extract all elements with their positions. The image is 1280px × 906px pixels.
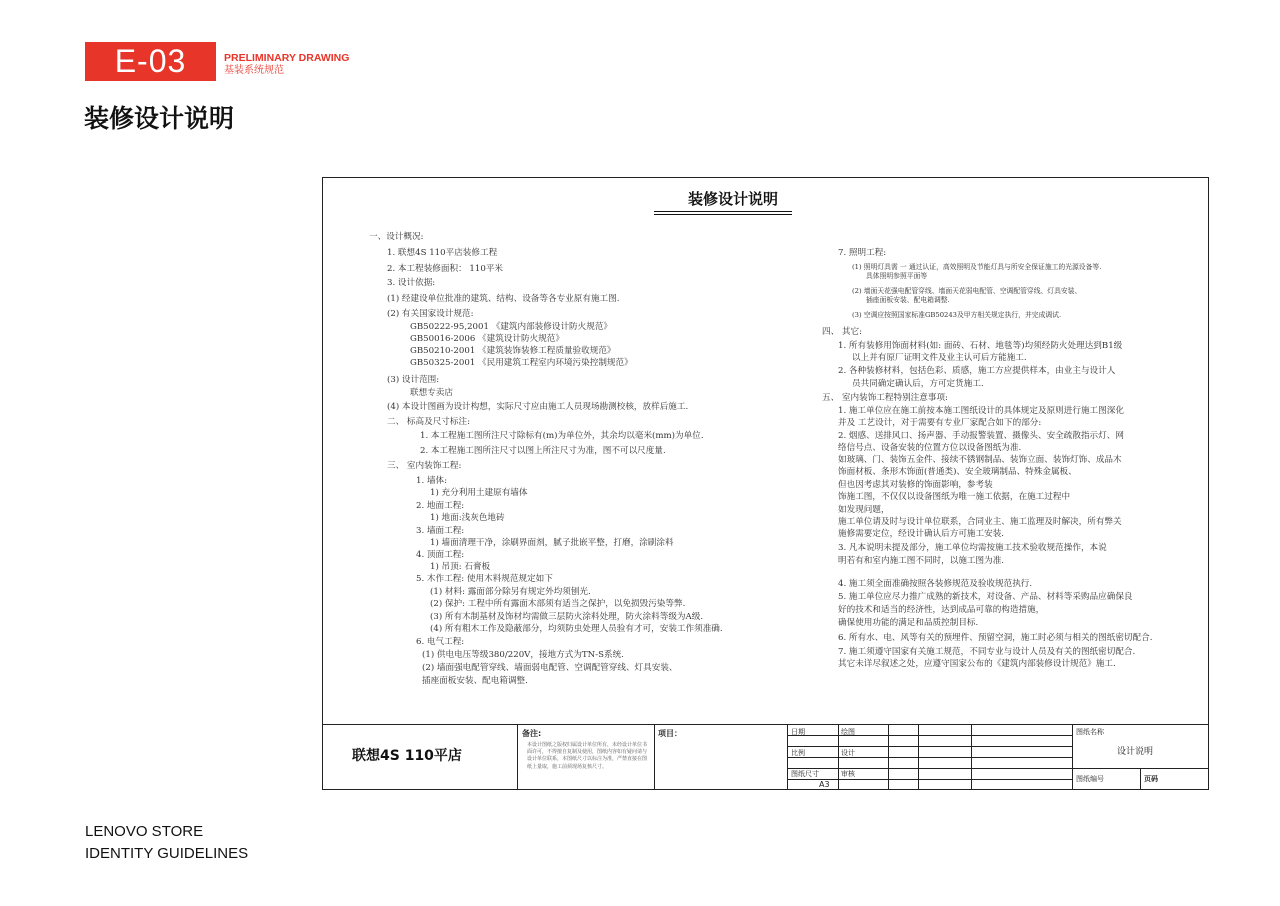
- notes-left-line: 二、 标高及尺寸标注:: [387, 417, 470, 427]
- notes-right-line: 2. 烟感、送排风口、扬声器、手动报警装置、摄像头、安全疏散指示灯、网: [838, 431, 1124, 441]
- divider: [787, 757, 1072, 758]
- notes-right-line: 并及 工艺设计，对于需要有专业厂家配合如下的部分:: [838, 418, 1042, 428]
- notes-right-line: 明若有和室内施工图不同时，以施工图为准.: [838, 556, 1005, 566]
- notes-right-line: 五、 室内装饰工程特别注意事项:: [822, 393, 948, 403]
- notes-left-line: (3) 设计范围:: [387, 375, 440, 385]
- notes-right-line: 饰面材板、条形木饰面(普通类)、安全玻璃制品、特殊金属板、: [838, 467, 1077, 477]
- notes-right-line: 确保使用功能的满足和品质控制目标.: [838, 618, 979, 628]
- notes-left-line: (2) 墙面强电配管穿线、墙面弱电配管、空调配管穿线、灯具安装、: [422, 663, 678, 673]
- notes-right-line: 1. 施工单位应在施工前按本施工图纸设计的具体规定及原则进行施工图深化: [838, 406, 1124, 416]
- notes-right-line: 1. 所有装修用饰面材料(如: 面砖、石材、地毯等)均须经防火处理达到B1级: [838, 341, 1123, 351]
- notes-left-line: 3. 设计依据:: [387, 278, 436, 288]
- notes-left-line: GB50325-2001 《民用建筑工程室内环境污染控制规范》: [410, 358, 633, 368]
- design-label: 设计: [841, 749, 855, 757]
- title-underline: [654, 214, 792, 215]
- divider: [654, 724, 655, 790]
- notes-right-line: 7. 施工须遵守国家有关施工规范，不同专业与设计人员及有关的图纸密切配合.: [838, 647, 1136, 657]
- project-name: 联想4S 110平店: [352, 748, 462, 764]
- divider: [787, 746, 1072, 747]
- notes-right-line: 但也因考虑其对装修的饰面影响，参考装: [838, 480, 993, 490]
- notes-right-line: 四、 其它:: [822, 327, 863, 337]
- notes-left-line: 1) 充分利用土建原有墙体: [430, 488, 528, 498]
- project-label: 项目：: [658, 729, 682, 738]
- notes-left-line: 1. 联想4S 110平店装修工程: [387, 248, 498, 258]
- notes-left-line: 3. 墙面工程:: [416, 526, 465, 536]
- sheet-size-value: A3: [819, 780, 830, 789]
- notes-right-line: 施修需要定位，经设计确认后方可施工安装.: [838, 529, 1005, 539]
- notes-right-line: 3. 凡本说明未提及部分，施工单位均需按施工技术验收规范操作，本说: [838, 543, 1107, 553]
- notes-left-line: GB50016-2006 《建筑设计防火规范》: [410, 334, 564, 344]
- notes-left-line: 2. 地面工程:: [416, 501, 465, 511]
- notes-left-line: 三、 室内装饰工程:: [387, 461, 462, 471]
- notes-left-line: 插座面板安装、配电箱调整.: [422, 676, 528, 686]
- notes-left-line: GB50222-95,2001 《建筑内部装修设计防火规范》: [410, 322, 613, 332]
- notes-left-line: 6. 电气工程:: [416, 637, 465, 647]
- notes-left-line: (4) 本设计图画为设计构想，实际尺寸应由施工人员现场勘测校核，放样后施工.: [387, 402, 689, 412]
- notes-left-line: (1) 供电电压等级380/220V，接地方式为TN-S系统.: [422, 650, 624, 660]
- divider: [787, 735, 1072, 736]
- notes-right-line: 饰施工图，不仅仅以设备图纸为唯一施工依据，在施工过程中: [838, 492, 1071, 502]
- notes-left-line: 1) 墙面清理干净，涂刷界面剂，腻子批嵌平整，打磨，涂刷涂料: [430, 538, 674, 548]
- notes-right-line: 如发现问题，: [838, 505, 890, 515]
- notes-right-line: (2) 墙面天花强电配管穿线、墙面天花弱电配管、空调配管穿线、灯具安装、: [852, 287, 1082, 295]
- notes-right-line: 5. 施工单位应尽力推广成熟的新技术，对设备、产品、材料等采购品应确保良: [838, 592, 1133, 602]
- notes-right-line: 好的技术和适当的经济性，达到成品可靠的构造措施，: [838, 605, 1045, 615]
- notes-right-line: 具体照明参照平面等: [866, 272, 928, 280]
- notes-left-line: (2) 有关国家设计规范:: [387, 309, 474, 319]
- notes-right-line: 2. 各种装修材料，包括色彩、质感，施工方应提供样本，由业主与设计人: [838, 366, 1116, 376]
- drawing-name-value: 设计说明: [1117, 747, 1154, 757]
- notes-left-line: 联想专卖店: [410, 388, 453, 398]
- notes-right-line: 施工单位请及时与设计单位联系，合同业主、施工监理及时解决，所有弊关: [838, 517, 1122, 527]
- sheet-size-label: 图纸尺寸: [791, 770, 819, 778]
- title-underline: [654, 211, 792, 212]
- notes-right-line: 其它未详尽叙述之处，应遵守国家公布的《建筑内部装修设计规范》施工.: [838, 659, 1116, 669]
- notes-right-line: 6. 所有水、电、风等有关的预埋件、预留空洞，施工时必须与相关的图纸密切配合.: [838, 633, 1153, 643]
- page-number-label: 页码: [1144, 775, 1158, 783]
- page-code-badge: E-03: [85, 42, 216, 81]
- drawing-number-label: 图纸编号: [1076, 775, 1104, 783]
- date-label: 日期: [791, 728, 805, 736]
- notes-left-line: GB50210-2001 《建筑装饰装修工程质量验收规范》: [410, 346, 616, 356]
- notes-right-line: 以上并有原厂证明文件及业主认可后方能施工.: [852, 353, 1027, 363]
- drawing-name-label: 图纸名称: [1076, 728, 1104, 736]
- notes-left-line: 4. 顶面工程:: [416, 550, 465, 560]
- notes-left-line: 5. 木作工程: 使用木料规范规定如下: [416, 574, 553, 584]
- review-label: 审核: [841, 770, 855, 778]
- preliminary-sublabel: 基装系统规范: [224, 65, 284, 76]
- notes-left-line: (1) 经建设单位批准的建筑、结构、设备等各专业原有施工图.: [387, 294, 620, 304]
- notes-left-line: (3) 所有木制基材及饰材均需做三层防火涂料处理，防火涂料等级为A级.: [430, 612, 704, 622]
- notes-right-line: 络信号点、设备安装的位置方位以设备图纸为准.: [838, 443, 1022, 453]
- notes-left-line: 1. 本工程施工图所注尺寸除标有(m)为单位外，其余均以毫米(mm)为单位.: [420, 431, 704, 441]
- divider: [1072, 724, 1073, 790]
- footer-guidelines-label: IDENTITY GUIDELINES: [85, 845, 249, 862]
- notes-right-line: 员共同确定确认后，方可定货施工.: [852, 379, 984, 389]
- drawing-title: 装修设计说明: [688, 190, 779, 208]
- divider: [787, 779, 1072, 780]
- footer-store-label: LENOVO STORE: [85, 823, 204, 840]
- divider: [787, 768, 1072, 769]
- divider: [1140, 768, 1141, 790]
- notes-left-line: (1) 材料: 露面部分除另有规定外均须刨光.: [430, 587, 591, 597]
- notes-left-line: (2) 保护: 工程中所有露面木部须有适当之保护，以免损毁污染等弊.: [430, 599, 686, 609]
- notes-left-line: 1. 墙体:: [416, 476, 448, 486]
- page-title: 装修设计说明: [84, 104, 235, 133]
- notes-right-line: 4. 施工须全面准确按照各装修规范及验收规范执行.: [838, 579, 1033, 589]
- notes-right-line: 插座面板安装、配电箱调整.: [866, 296, 950, 304]
- notes-left-line: 1) 吊顶: 石膏板: [430, 562, 491, 572]
- notes-label: 备注:: [522, 729, 542, 738]
- divider: [517, 724, 518, 790]
- notes-right-line: (3) 空调应按照国家标准GB50243及甲方相关规定执行，并完成调试.: [852, 311, 1062, 319]
- preliminary-label: PRELIMINARY DRAWING: [224, 52, 350, 64]
- divider: [1072, 768, 1209, 769]
- notes-right-line: (1) 照明灯具需 一 通过认证，高效照明及节能灯具与所安全保证施工的光源设备等.: [852, 263, 1102, 271]
- notes-left-line: 2. 本工程装修面积： 110平米: [387, 264, 504, 274]
- drawer-label: 绘图: [841, 728, 855, 736]
- scale-label: 比例: [791, 749, 805, 757]
- notes-left-line: (4) 所有粗木工作及隐蔽部分，均须防虫处理人员验有才可，安装工作须准确.: [430, 624, 723, 634]
- notes-right-line: 7. 照明工程:: [838, 248, 887, 258]
- notes-right-line: 如玻璃、门、装饰五金件、接续不锈钢制品、装饰立面、装饰灯饰、成品木: [838, 455, 1122, 465]
- notes-text: 本设计图纸之版权归属设计单位所有，未经设计单位书面许可，不得擅自复制及使用，图纸内容如有疑问请与设计单位联系，本图纸尺寸以标注为准，严禁直接在图纸上量取，施工前须现场复核尺寸。: [527, 742, 648, 770]
- notes-left-line: 一、设计概况:: [369, 232, 424, 242]
- notes-left-line: 2. 本工程施工图所注尺寸以图上所注尺寸为准，图不可以尺度量.: [420, 446, 666, 456]
- notes-left-line: 1) 地面:浅灰色地砖: [430, 513, 505, 523]
